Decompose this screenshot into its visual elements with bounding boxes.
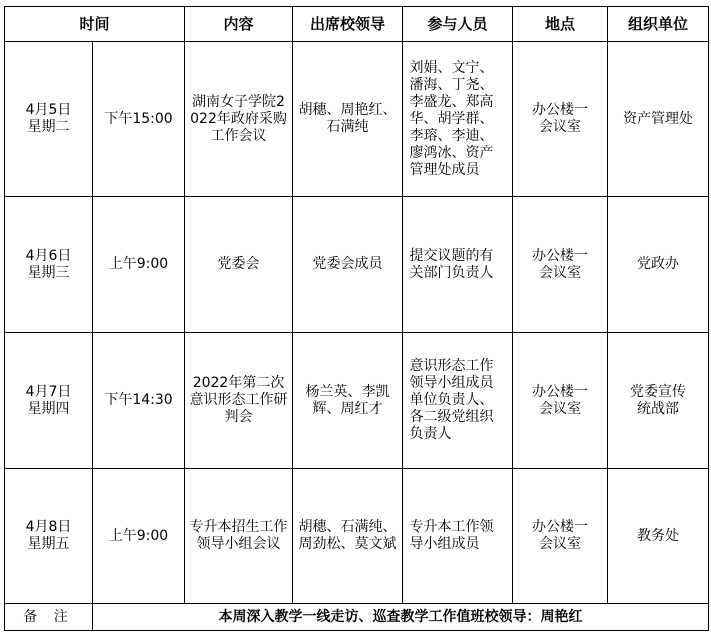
- date: 4月6日: [25, 247, 72, 264]
- leaders-cell: 杨兰英、李凯辉、周红才: [293, 333, 403, 469]
- header-time: 时间: [5, 7, 185, 42]
- content-cell: 专升本招生工作领导小组会议: [185, 469, 293, 604]
- leaders-cell: 党委会成员: [293, 197, 403, 333]
- organizer-cell: [608, 333, 709, 469]
- date: 4月7日: [25, 383, 72, 400]
- note-label: 备 注: [5, 604, 93, 631]
- date-cell: [5, 469, 93, 604]
- table-row: [5, 469, 709, 604]
- table-row: [5, 333, 709, 469]
- location-cell: [513, 469, 608, 604]
- header-participants: 参与人员: [403, 7, 513, 42]
- date: 4月5日: [25, 102, 72, 118]
- organizer-cell: 党政办: [608, 197, 709, 333]
- participants-text: 刘娟、文宁、潘海、丁尧、李盛龙、郑高华、胡学群、李瑢、李迪、廖鸿冰、资产管理处成员: [409, 59, 494, 178]
- note-text: 本周深入教学一线走访、巡查教学工作值班校领导：周艳红: [93, 604, 709, 631]
- organizer-cell: 教务处: [608, 469, 709, 604]
- participants-cell: [403, 197, 513, 333]
- header-row: [5, 7, 709, 42]
- content-cell: 2022年第二次意识形态工作研判会: [185, 333, 293, 469]
- participants-text: 意识形态工作领导小组成员单位负责人、各二级党组织负责人: [409, 358, 494, 442]
- content-cell: 党委会: [185, 197, 293, 333]
- location-text: 办公楼一会议室: [532, 102, 589, 135]
- weekday: 星期四: [27, 400, 70, 417]
- weekday: 星期三: [27, 264, 70, 281]
- participants-text: 专升本工作领导小组成员: [409, 519, 494, 552]
- location-cell: [513, 42, 608, 197]
- table-row: [5, 197, 709, 333]
- weekly-schedule-table: [4, 6, 709, 631]
- table-row: [5, 42, 709, 197]
- date-cell: [5, 197, 93, 333]
- participants-text: 提交议题的有关部门负责人: [409, 247, 494, 281]
- header-leaders: 出席校领导: [293, 7, 403, 42]
- weekday: 星期二: [27, 119, 70, 135]
- location-text: 办公楼一会议室: [532, 383, 589, 417]
- content-cell: 湖南女子学院2022年政府采购工作会议: [185, 42, 293, 197]
- location-cell: [513, 333, 608, 469]
- organizer-text: 党委宣传统战部: [630, 383, 687, 417]
- location-text: 办公楼一会议室: [532, 247, 589, 281]
- time-cell: 上午9:00: [93, 469, 185, 604]
- location-text: 办公楼一会议室: [532, 519, 589, 552]
- date-cell: [5, 333, 93, 469]
- date: 4月8日: [25, 519, 72, 535]
- participants-cell: [403, 469, 513, 604]
- participants-cell: [403, 333, 513, 469]
- time-cell: 下午15:00: [93, 42, 185, 197]
- weekday: 星期五: [27, 536, 70, 552]
- date-cell: [5, 42, 93, 197]
- header-content: 内容: [185, 7, 293, 42]
- organizer-cell: 资产管理处: [608, 42, 709, 197]
- leaders-cell: 胡穗、石满纯、周劲松、莫文斌: [293, 469, 403, 604]
- leaders-cell: 胡穗、周艳红、石满纯: [293, 42, 403, 197]
- participants-cell: [403, 42, 513, 197]
- location-cell: [513, 197, 608, 333]
- header-organizer: 组织单位: [608, 7, 709, 42]
- header-location: 地点: [513, 7, 608, 42]
- time-cell: 上午9:00: [93, 197, 185, 333]
- note-row: [5, 604, 709, 631]
- time-cell: 下午14:30: [93, 333, 185, 469]
